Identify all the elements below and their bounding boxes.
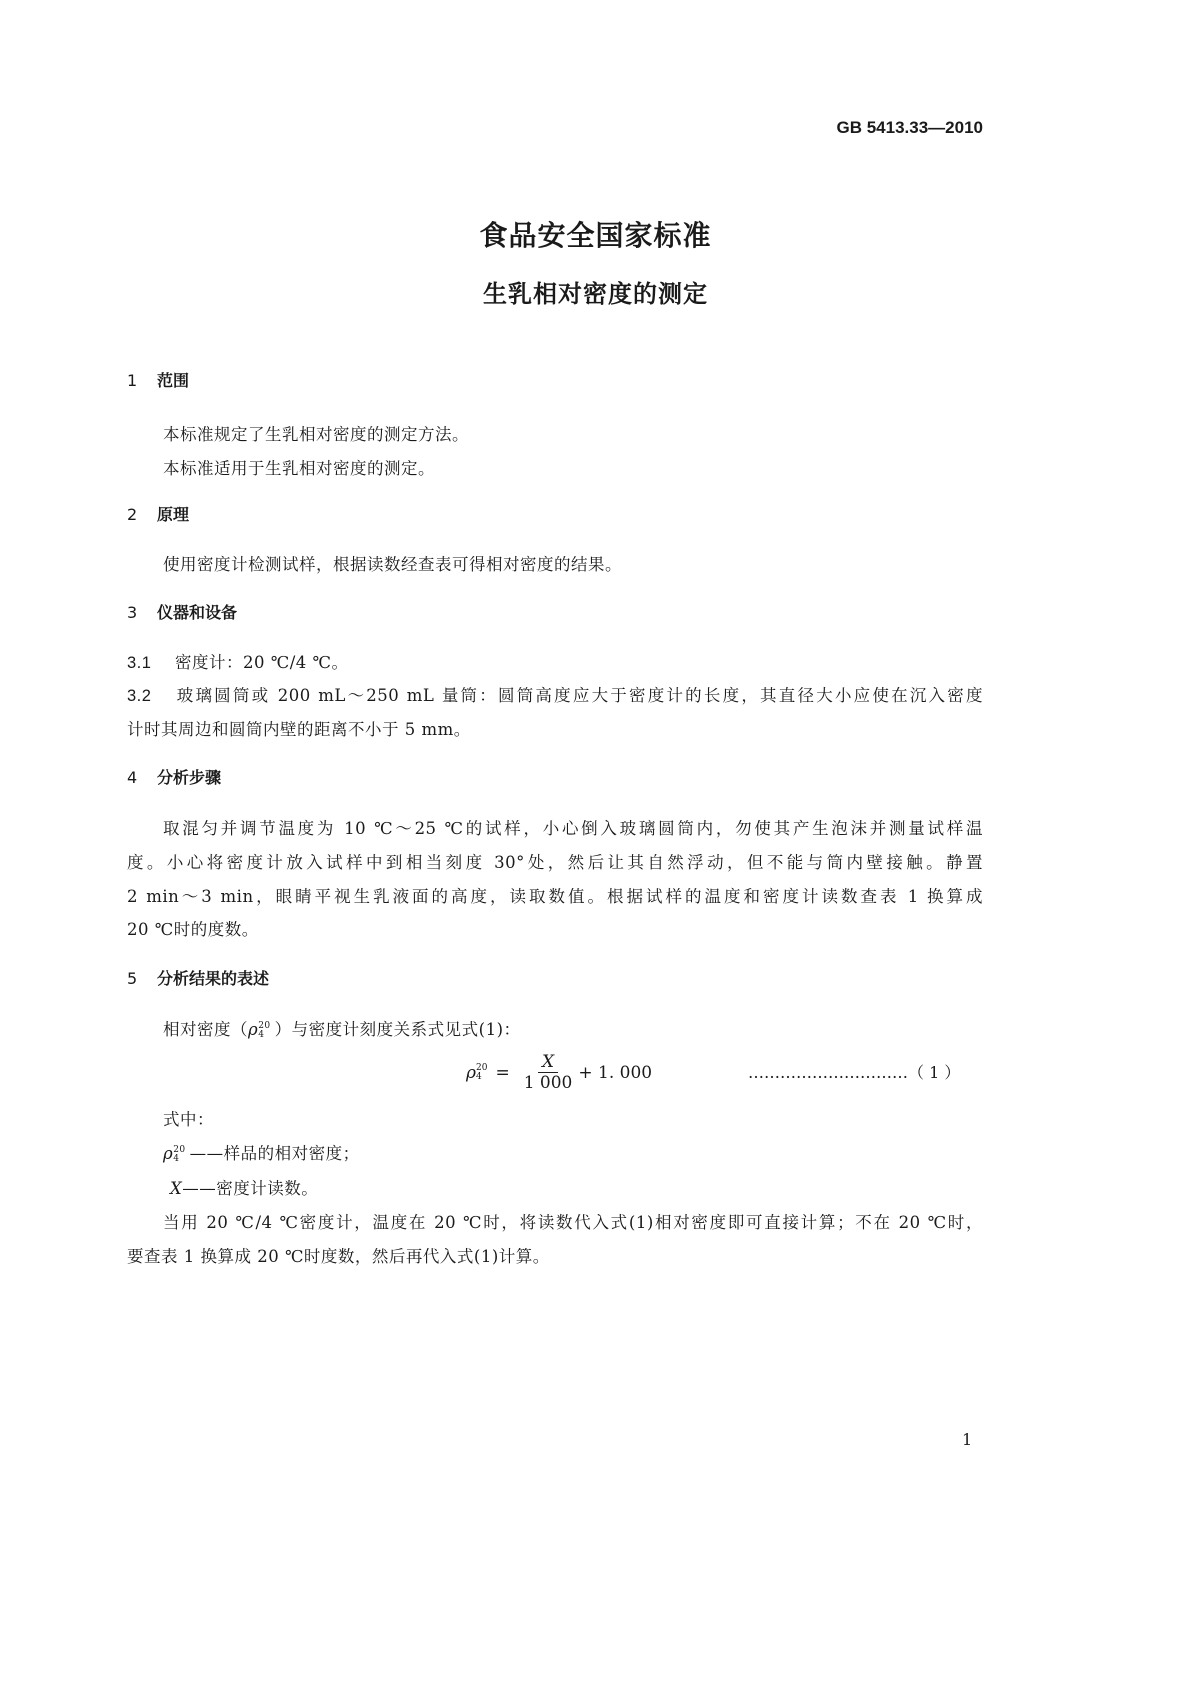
clause-3-2 — [127, 682, 983, 706]
fraction — [524, 1052, 573, 1093]
section-heading-2 — [127, 502, 189, 525]
definition-text: ——样品的相对密度； — [189, 1144, 360, 1163]
paragraph-line: 2 min～3 min，眼睛平视生乳液面的高度，读取数值。根据试样的温度和密度计读数查表 1 换算成 — [127, 887, 983, 906]
section-title: 分析步骤 — [157, 768, 222, 787]
section-title: 原理 — [157, 505, 190, 524]
sup-sub — [173, 1146, 185, 1164]
page-number: 1 — [962, 1430, 973, 1449]
section-number: 2 — [127, 505, 138, 524]
formula-intro — [163, 1016, 521, 1040]
intro-text: 相对密度（ — [163, 1020, 248, 1039]
section-heading-3 — [127, 600, 237, 623]
section-heading-1 — [127, 368, 189, 391]
subscript: 4 — [258, 1029, 265, 1040]
standard-number: GB 5413.33—2010 — [836, 118, 983, 137]
sup-sub — [258, 1022, 270, 1040]
sup-sub — [476, 1064, 487, 1082]
denominator: 1 000 — [523, 1073, 573, 1093]
document-title: 食品安全国家标准 — [479, 219, 712, 252]
section-title: 范围 — [157, 371, 190, 390]
superscript: 20 — [173, 1144, 186, 1155]
superscript: 20 — [258, 1020, 271, 1031]
definition-x — [170, 1175, 318, 1199]
equals-sign: = — [495, 1062, 510, 1083]
definition-text: ——密度计读数。 — [182, 1179, 319, 1198]
numerator: X — [538, 1052, 558, 1073]
superscript: 20 — [476, 1062, 488, 1073]
document-subtitle: 生乳相对密度的测定 — [483, 280, 708, 308]
rho-symbol: ρ — [248, 1020, 259, 1039]
clause-text: 玻璃圆筒或 200 mL～250 mL 量筒：圆筒高度应大于密度计的长度，其直径大小应使在沉入密度 — [175, 686, 983, 705]
clause-text: 密度计：20 ℃/4 ℃。 — [175, 653, 349, 672]
subscript: 4 — [476, 1071, 482, 1082]
rho-symbol: ρ — [466, 1062, 476, 1083]
section-heading-5 — [127, 966, 269, 989]
formula-rest: + 1. 000 — [578, 1062, 653, 1083]
section-number: 5 — [127, 969, 138, 988]
clause-3-1 — [127, 649, 348, 673]
subscript: 4 — [173, 1153, 180, 1164]
section-number: 4 — [127, 768, 138, 787]
paragraph-line: 度。小心将密度计放入试样中到相当刻度 30°处，然后让其自然浮动，但不能与筒内壁接触。静置 — [127, 853, 983, 872]
equation-number: …………………………（ 1 ） — [748, 1063, 961, 1082]
section-heading-4 — [127, 765, 221, 788]
x-symbol: X — [170, 1179, 183, 1198]
clause-number: 3.1 — [127, 654, 152, 672]
rho-symbol: ρ — [163, 1144, 174, 1163]
section-number: 1 — [127, 371, 138, 390]
clause-number: 3.2 — [127, 687, 152, 705]
paragraph-line: 本标准规定了生乳相对密度的测定方法。 — [163, 425, 469, 444]
section-title: 仪器和设备 — [157, 603, 238, 622]
paragraph-line: 当用 20 ℃/4 ℃密度计，温度在 20 ℃时，将读数代入式(1)相对密度即可直接计算；不在 20 ℃时， — [163, 1213, 983, 1232]
formula-1 — [466, 1052, 652, 1093]
intro-text: ）与密度计刻度关系式见式(1)： — [274, 1020, 521, 1039]
paragraph-line: 本标准适用于生乳相对密度的测定。 — [163, 459, 435, 478]
paragraph-line: 20 ℃时的度数。 — [127, 920, 259, 939]
where-label: 式中： — [163, 1110, 214, 1129]
definition-rho — [163, 1140, 360, 1164]
paragraph-line: 取混匀并调节温度为 10 ℃～25 ℃的试样，小心倒入玻璃圆筒内，勿使其产生泡沫并测量试样温 — [163, 819, 983, 838]
paragraph-line: 使用密度计检测试样，根据读数经查表可得相对密度的结果。 — [163, 555, 622, 574]
paragraph-line: 计时其周边和圆筒内壁的距离不小于 5 mm。 — [127, 720, 471, 739]
section-title: 分析结果的表述 — [157, 969, 270, 988]
paragraph-line: 要查表 1 换算成 20 ℃时度数，然后再代入式(1)计算。 — [127, 1247, 550, 1266]
section-number: 3 — [127, 603, 138, 622]
